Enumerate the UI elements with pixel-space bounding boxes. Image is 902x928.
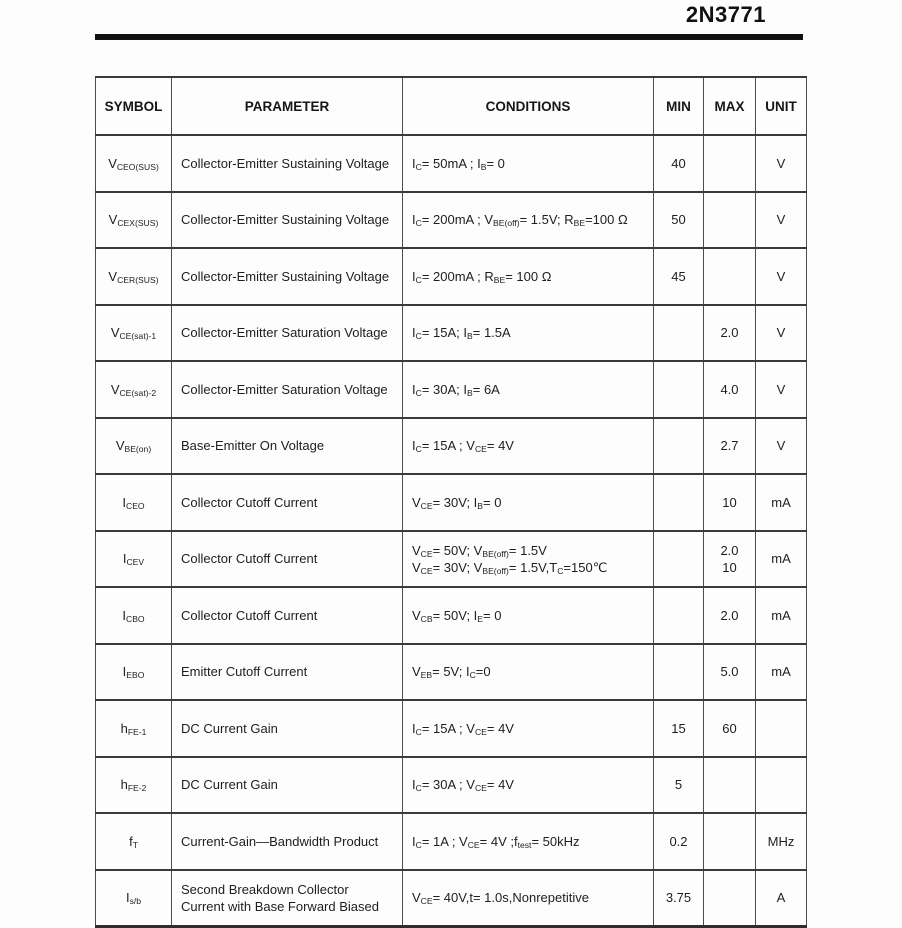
unit-cell: mA [756,531,807,588]
conditions-cell: $V_{CB}= 50V$; $I_E= 0$ [403,587,654,644]
table-row [96,248,807,305]
unit-cell [756,700,807,757]
parameter-cell: Collector-Emitter Saturation Voltage [172,305,403,362]
parameter-cell: Base-Emitter On Voltage [172,418,403,475]
column-header-parameter: PARAMETER [172,77,403,135]
symbol-cell: $V_{CE(sat)-2}$ [96,361,172,418]
conditions-cell: $I_C= 30A$; $I_B= 6A$ [403,361,654,418]
conditions-cell: $I_C= 30A$ ; $V_{CE}= 4V$ [403,757,654,814]
conditions-cell: $I_C= 15A$ ; $V_{CE}= 4V$ [403,418,654,475]
unit-cell: mA [756,644,807,701]
table-row [96,644,807,701]
min-value-cell: 3.75 [654,870,704,927]
max-value-cell [704,757,756,814]
parameter-cell: Collector-Emitter Sustaining Voltage [172,135,403,192]
parameter-cell: Collector Cutoff Current [172,531,403,588]
unit-cell: A [756,870,807,927]
parameter-cell: Collector-Emitter Saturation Voltage [172,361,403,418]
table-row [96,474,807,531]
symbol-cell: $V_{CE(sat)-1}$ [96,305,172,362]
parameter-cell: Current-Gain—Bandwidth Product [172,813,403,870]
page-title: 2N3771 [685,2,766,27]
column-header-conditions: CONDITIONS [403,77,654,135]
max-value-cell [704,248,756,305]
unit-cell: V [756,192,807,249]
unit-cell: MHz [756,813,807,870]
table-header-row [96,77,807,135]
unit-cell: V [756,305,807,362]
table-row [96,813,807,870]
max-value-cell [704,870,756,927]
unit-cell: V [756,418,807,475]
max-value-cell [704,813,756,870]
unit-cell: V [756,248,807,305]
symbol-cell: $V_{CEX(SUS)}$ [96,192,172,249]
column-header-symbol: SYMBOL [96,77,172,135]
min-value-cell: 5 [654,757,704,814]
parameter-cell: Emitter Cutoff Current [172,644,403,701]
column-header-max: MAX [704,77,756,135]
conditions-cell: $I_C= 50mA$ ; $I_B= 0$ [403,135,654,192]
conditions-cell: $V_{CE}= 30V$; $I_B= 0$ [403,474,654,531]
electrical-characteristics-table [95,76,807,928]
min-value-cell [654,305,704,362]
parameter-cell: DC Current Gain [172,700,403,757]
unit-cell: mA [756,587,807,644]
parameter-cell: Second Breakdown Collector Current with Base Forward Biased [172,870,403,927]
max-value-cell: 2.0 [704,305,756,362]
conditions-cell: $I_C= 1A$ ; $V_{CE}= 4V$ $;f_{test}= 50kHz$ [403,813,654,870]
parameter-cell: Collector-Emitter Sustaining Voltage [172,192,403,249]
symbol-cell: $h_{FE-2}$ [96,757,172,814]
min-value-cell: 45 [654,248,704,305]
max-value-cell: 60 [704,700,756,757]
symbol-cell: $f_T$ [96,813,172,870]
symbol-cell: $I_{CEO}$ [96,474,172,531]
conditions-cell: $V_{CE}= 50V$; $V_{BE(off)}= 1.5V$ $V_{CE}= 30V$; $V_{BE(off)}=$ $1.5V,T_C=150℃$ [403,531,654,588]
min-value-cell: 15 [654,700,704,757]
unit-cell [756,757,807,814]
conditions-cell: $I_C= 15A$; $I_B= 1.5A$ [403,305,654,362]
max-value-cell: 4.0 [704,361,756,418]
unit-cell: V [756,135,807,192]
parameter-cell: Collector-Emitter Sustaining Voltage [172,248,403,305]
table-row [96,135,807,192]
min-value-cell [654,587,704,644]
min-value-cell: 0.2 [654,813,704,870]
min-value-cell: 50 [654,192,704,249]
parameter-cell: Collector Cutoff Current [172,587,403,644]
min-value-cell [654,644,704,701]
symbol-cell: $h_{FE-1}$ [96,700,172,757]
conditions-cell: $V_{EB}= 5V$; $I_C=0$ [403,644,654,701]
parameter-cell: DC Current Gain [172,757,403,814]
conditions-cell: $I_C= 200mA$ ; $V_{BE(off)}= 1.5V$; $R_{BE}=100$ Ω [403,192,654,249]
max-value-cell [704,135,756,192]
symbol-cell: $I_{s/b}$ [96,870,172,927]
table-row [96,531,807,588]
min-value-cell [654,474,704,531]
min-value-cell [654,418,704,475]
table-row [96,361,807,418]
table-row [96,192,807,249]
max-value-cell: 2.0 [704,587,756,644]
min-value-cell [654,531,704,588]
title-rule [95,34,803,40]
max-value-cell: 2.0 10 [704,531,756,588]
table-row [96,757,807,814]
unit-cell: mA [756,474,807,531]
max-value-cell: 10 [704,474,756,531]
symbol-cell: $V_{CEO(SUS)}$ [96,135,172,192]
table-body [96,135,807,927]
symbol-cell: $V_{BE(on)}$ [96,418,172,475]
column-header-min: MIN [654,77,704,135]
table-row [96,587,807,644]
symbol-cell: $I_{CBO}$ [96,587,172,644]
conditions-cell: $I_C= 200mA$ ; $R_{BE}= 100$ Ω [403,248,654,305]
min-value-cell [654,361,704,418]
max-value-cell [704,192,756,249]
column-header-unit: UNIT [756,77,807,135]
unit-cell: V [756,361,807,418]
table-row [96,418,807,475]
conditions-cell: $V_{CE}= 40V,t=$ 1.0s,Nonrepetitive [403,870,654,927]
symbol-cell: $I_{EBO}$ [96,644,172,701]
min-value-cell: 40 [654,135,704,192]
conditions-cell: $I_C= 15A$ ; $V_{CE}= 4V$ [403,700,654,757]
table-row [96,700,807,757]
parameter-cell: Collector Cutoff Current [172,474,403,531]
table-row [96,870,807,927]
symbol-cell: $V_{CER(SUS)}$ [96,248,172,305]
table-row [96,305,807,362]
symbol-cell: $I_{CEV}$ [96,531,172,588]
max-value-cell: 2.7 [704,418,756,475]
max-value-cell: 5.0 [704,644,756,701]
